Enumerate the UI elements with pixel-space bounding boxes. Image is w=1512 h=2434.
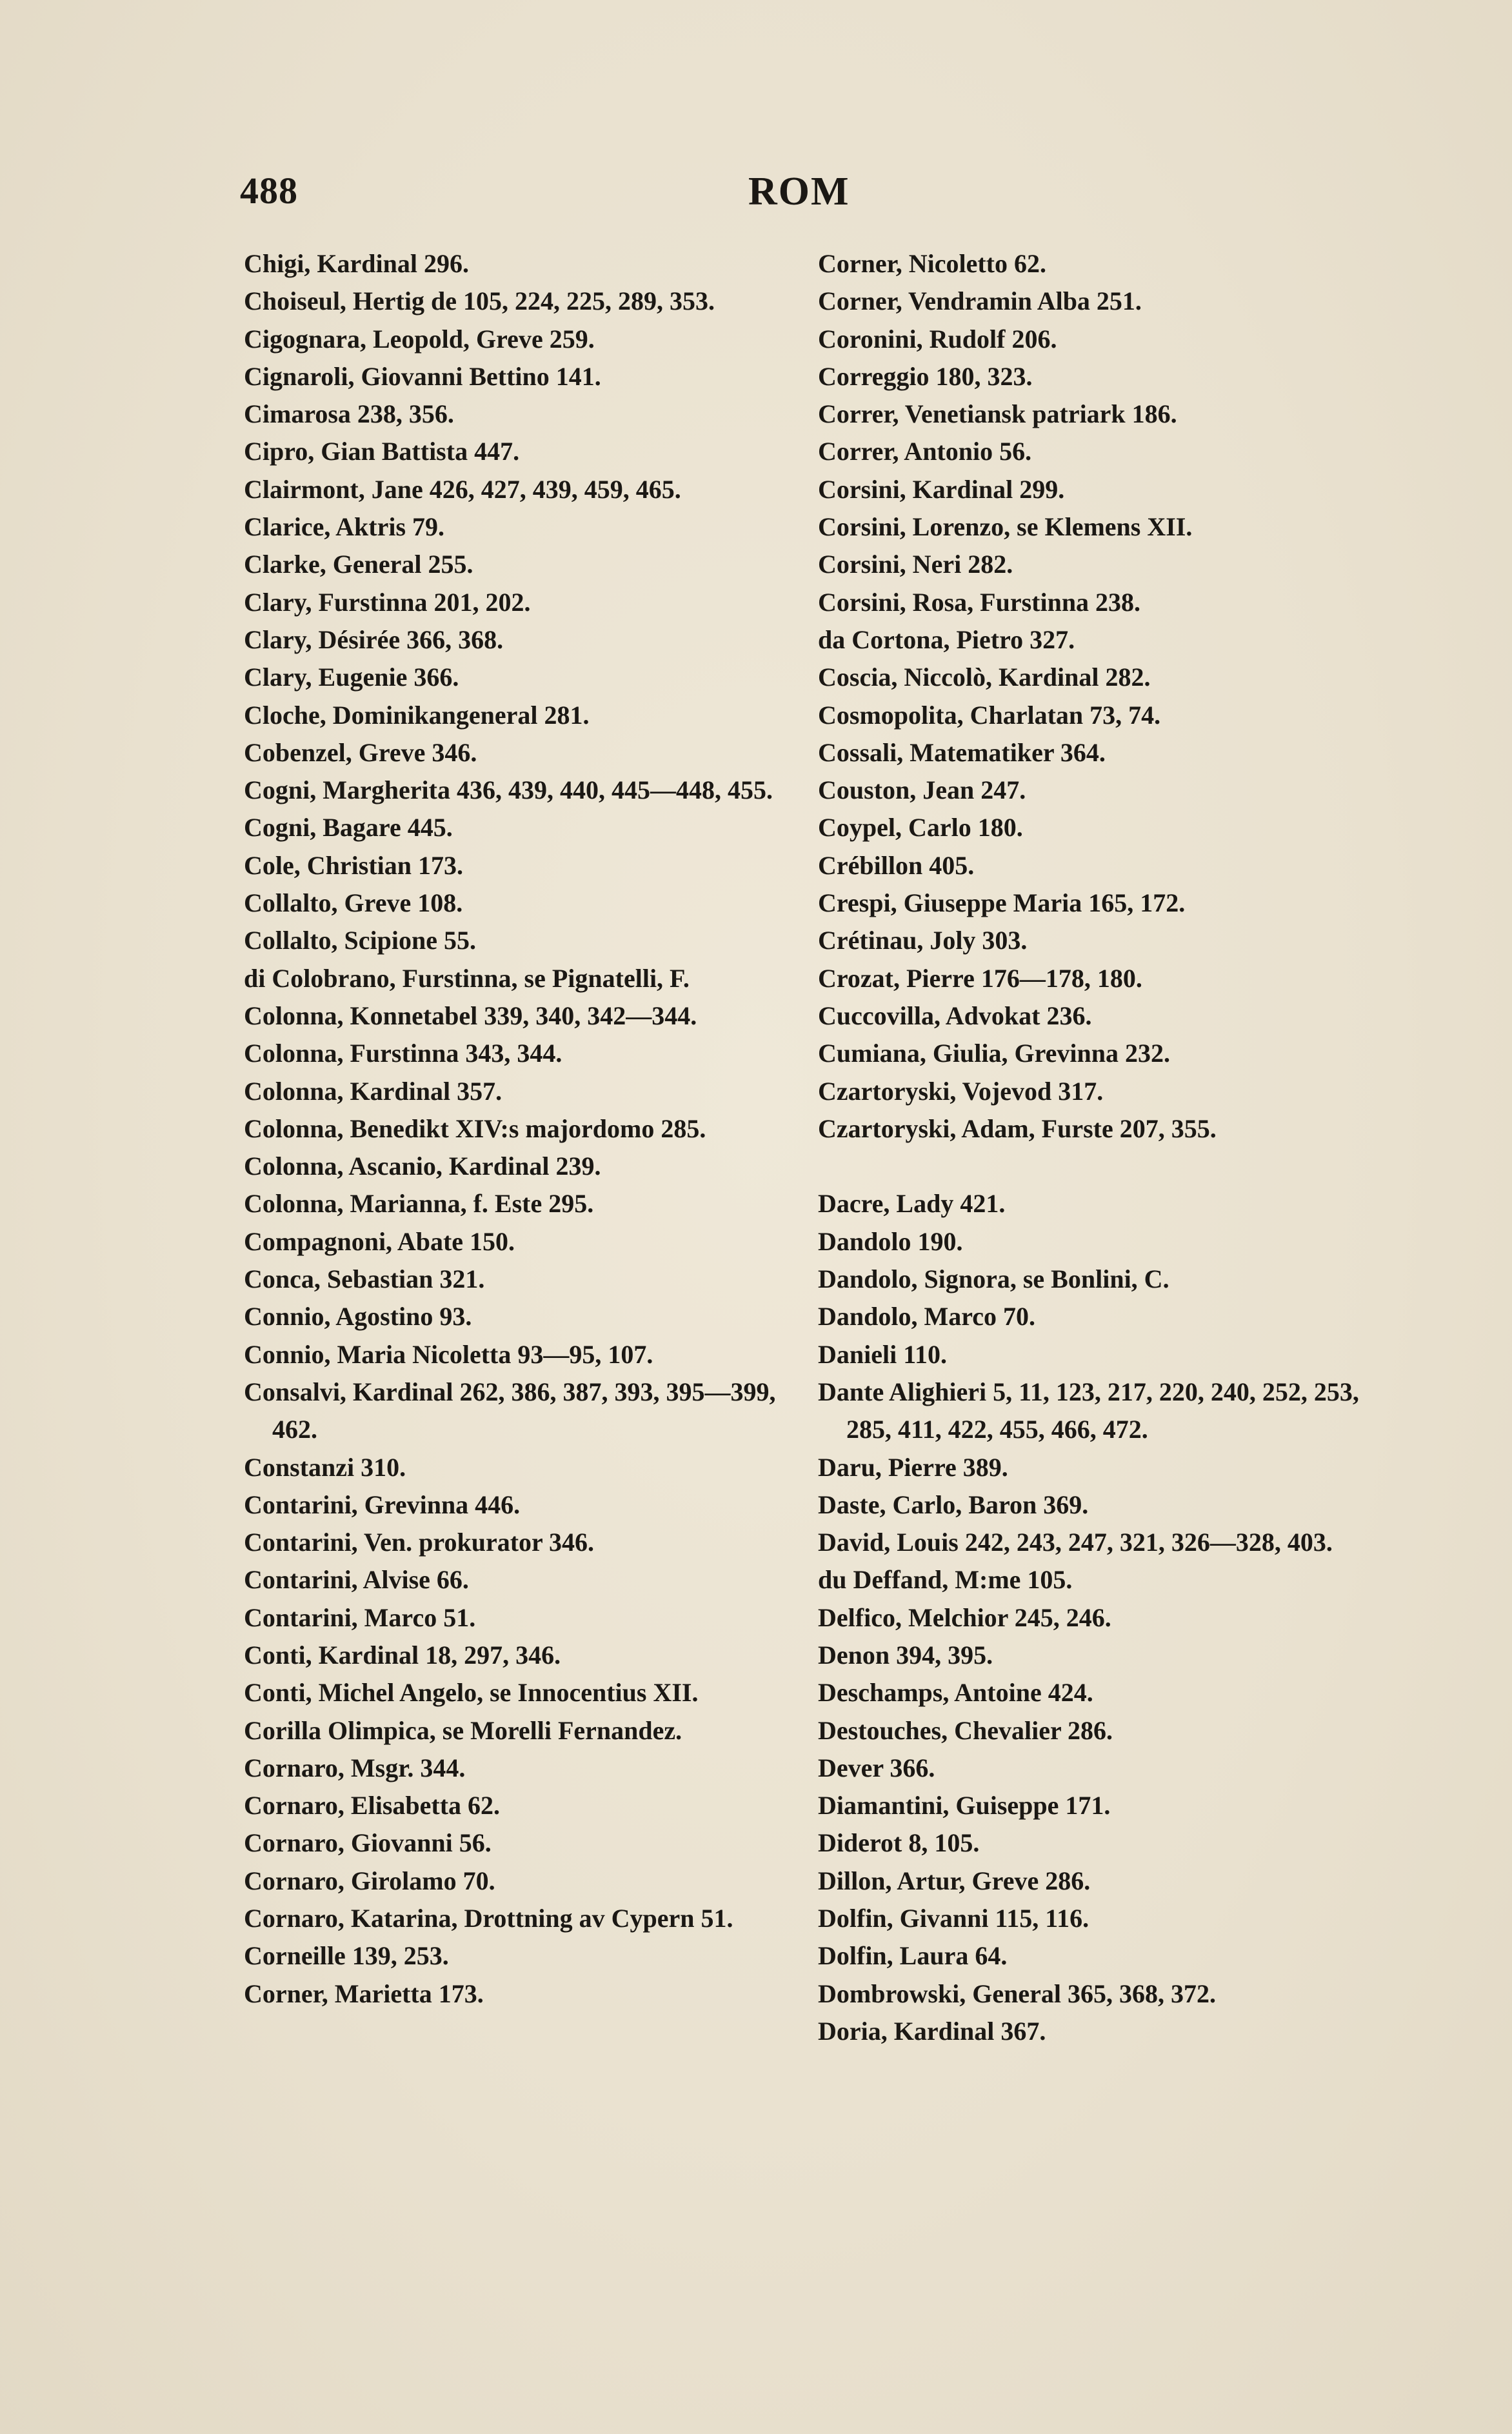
index-entry: Clary, Furstinna 201, 202. <box>244 587 531 617</box>
index-entry: Crébillon 405. <box>818 850 975 880</box>
index-entry: Corsini, Rosa, Furstinna 238. <box>818 587 1141 617</box>
index-entry: Dombrowski, General 365, 368, 372. <box>818 1979 1217 2008</box>
index-entry: Cignaroli, Giovanni Bettino 141. <box>244 361 601 391</box>
index-entry: Dandolo, Marco 70. <box>818 1302 1036 1332</box>
index-entry: Conti, Kardinal 18, 297, 346. <box>244 1640 561 1670</box>
index-entry: Correggio 180, 323. <box>818 361 1033 391</box>
index-entry: Dandolo, Signora, se Bonlini, C. <box>818 1264 1169 1294</box>
index-entry: Corsini, Lorenzo, se Klemens XII. <box>818 512 1193 542</box>
index-entry: Cloche, Dominikangeneral 281. <box>244 700 590 730</box>
index-entry: Correr, Antonio 56. <box>818 437 1032 466</box>
index-entry: Daru, Pierre 389. <box>818 1452 1008 1482</box>
index-entry: Dolfin, Laura 64. <box>818 1941 1008 1971</box>
index-entry: Dacre, Lady 421. <box>818 1189 1006 1219</box>
index-entry: Clarke, General 255. <box>244 550 473 579</box>
index-entry: da Cortona, Pietro 327. <box>818 624 1075 654</box>
index-entry: Delfico, Melchior 245, 246. <box>818 1602 1111 1632</box>
index-entry: Cogni, Margherita 436, 439, 440, 445—448, 455. <box>244 775 773 805</box>
index-entry: Denon 394, 395. <box>818 1640 993 1670</box>
index-entry: Dolfin, Givanni 115, 116. <box>818 1904 1089 1933</box>
index-entry: Connio, Maria Nicoletta 93—95, 107. <box>244 1339 653 1369</box>
index-entry: Contarini, Ven. prokurator 346. <box>244 1528 595 1557</box>
index-entry: Cornaro, Katarina, Drottning av Cypern 51. <box>244 1904 733 1933</box>
group-separator <box>818 1148 1386 1185</box>
index-entry: Colonna, Kardinal 357. <box>244 1076 502 1106</box>
index-entry: Dever 366. <box>818 1753 935 1782</box>
index-entry: Dillon, Artur, Greve 286. <box>818 1866 1091 1895</box>
index-entry: Corsini, Kardinal 299. <box>818 474 1065 504</box>
index-entry: Coypel, Carlo 180. <box>818 813 1023 843</box>
index-entry: Crétinau, Joly 303. <box>818 926 1028 955</box>
index-entry: David, Louis 242, 243, 247, 321, 326—328, 403. <box>818 1528 1333 1557</box>
index-group-d <box>818 1185 1386 2050</box>
page-number: 488 <box>240 170 298 212</box>
index-entry: Colonna, Ascanio, Kardinal 239. <box>244 1152 601 1181</box>
index-entry: Cole, Christian 173. <box>244 850 463 880</box>
index-column-right <box>818 245 1386 2050</box>
index-entry: Coronini, Rudolf 206. <box>818 324 1057 354</box>
index-entry: Choiseul, Hertig de 105, 224, 225, 289, 353. <box>244 286 715 316</box>
index-entry: Cornaro, Msgr. 344. <box>244 1753 466 1782</box>
running-title: ROM <box>748 170 850 214</box>
index-entry: Cogni, Bagare 445. <box>244 813 453 843</box>
index-entry: Connio, Agostino 93. <box>244 1302 472 1332</box>
index-entry: Cornaro, Elisabetta 62. <box>244 1791 501 1821</box>
index-entry: Contarini, Grevinna 446. <box>244 1490 521 1519</box>
index-entry: Colonna, Benedikt XIV:s majordomo 285. <box>244 1113 706 1143</box>
index-entry: Cornaro, Giovanni 56. <box>244 1828 492 1858</box>
index-entry: Czartoryski, Vojevod 317. <box>818 1076 1104 1106</box>
index-entry: Cossali, Matematiker 364. <box>818 737 1106 767</box>
index-column-left <box>244 245 799 2013</box>
index-entry: Cuccovilla, Advokat 236. <box>818 1001 1092 1030</box>
index-entry: Cornaro, Girolamo 70. <box>244 1866 495 1895</box>
index-group-c <box>818 245 1386 1148</box>
index-entry: Colonna, Konnetabel 339, 340, 342—344. <box>244 1001 697 1030</box>
index-entry: Dante Alighieri 5, 11, 123, 217, 220, 240, 252, 253, 285, 411, 422, 455, 466, 472. <box>818 1377 1359 1444</box>
index-entry: Contarini, Alvise 66. <box>244 1565 469 1595</box>
index-entry: Corneille 139, 253. <box>244 1941 449 1971</box>
index-entry: di Colobrano, Furstinna, se Pignatelli, F. <box>244 963 690 993</box>
index-entry: Compagnoni, Abate 150. <box>244 1226 515 1256</box>
index-entry: Corner, Nicoletto 62. <box>818 249 1046 278</box>
index-entry: Cobenzel, Greve 346. <box>244 737 477 767</box>
index-entry: Collalto, Scipione 55. <box>244 926 477 955</box>
index-entry: du Deffand, M:me 105. <box>818 1565 1073 1595</box>
index-entry: Coscia, Niccolò, Kardinal 282. <box>818 663 1151 692</box>
index-entry: Cigognara, Leopold, Greve 259. <box>244 324 595 354</box>
index-entry: Collalto, Greve 108. <box>244 888 463 918</box>
index-entry: Consalvi, Kardinal 262, 386, 387, 393, 395—399, 462. <box>244 1377 776 1444</box>
index-entry: Dandolo 190. <box>818 1226 963 1256</box>
index-entry: Doria, Kardinal 367. <box>818 2016 1046 2046</box>
index-entry: Cumiana, Giulia, Grevinna 232. <box>818 1039 1171 1068</box>
index-entry: Conti, Michel Angelo, se Innocentius XII. <box>244 1678 699 1708</box>
index-entry: Corilla Olimpica, se Morelli Fernandez. <box>244 1715 682 1745</box>
index-entry: Cipro, Gian Battista 447. <box>244 437 520 466</box>
index-entry: Chigi, Kardinal 296. <box>244 249 469 278</box>
index-entry: Contarini, Marco 51. <box>244 1602 476 1632</box>
index-entry: Czartoryski, Adam, Furste 207, 355. <box>818 1113 1217 1143</box>
index-entry: Cimarosa 238, 356. <box>244 399 454 429</box>
index-entry: Clary, Eugenie 366. <box>244 663 459 692</box>
index-entry: Couston, Jean 247. <box>818 775 1026 805</box>
index-entry: Diamantini, Guiseppe 171. <box>818 1791 1111 1821</box>
index-entry: Colonna, Furstinna 343, 344. <box>244 1039 562 1068</box>
index-entry: Clarice, Aktris 79. <box>244 512 445 542</box>
index-entry: Corner, Vendramin Alba 251. <box>818 286 1142 316</box>
index-entry: Clairmont, Jane 426, 427, 439, 459, 465. <box>244 474 681 504</box>
index-entry: Danieli 110. <box>818 1339 948 1369</box>
index-entry: Crozat, Pierre 176—178, 180. <box>818 963 1142 993</box>
index-entry: Diderot 8, 105. <box>818 1828 980 1858</box>
index-entry: Cosmopolita, Charlatan 73, 74. <box>818 700 1161 730</box>
index-entry: Constanzi 310. <box>244 1452 406 1482</box>
index-entry: Conca, Sebastian 321. <box>244 1264 485 1294</box>
index-entry: Daste, Carlo, Baron 369. <box>818 1490 1089 1519</box>
index-entry: Clary, Désirée 366, 368. <box>244 624 504 654</box>
index-entry: Correr, Venetiansk patriark 186. <box>818 399 1177 429</box>
index-entry: Crespi, Giuseppe Maria 165, 172. <box>818 888 1186 918</box>
index-entry: Colonna, Marianna, f. Este 295. <box>244 1189 594 1219</box>
index-entry: Deschamps, Antoine 424. <box>818 1678 1093 1708</box>
index-entry: Corner, Marietta 173. <box>244 1979 484 2008</box>
index-entry: Destouches, Chevalier 286. <box>818 1715 1113 1745</box>
index-entry: Corsini, Neri 282. <box>818 550 1013 579</box>
